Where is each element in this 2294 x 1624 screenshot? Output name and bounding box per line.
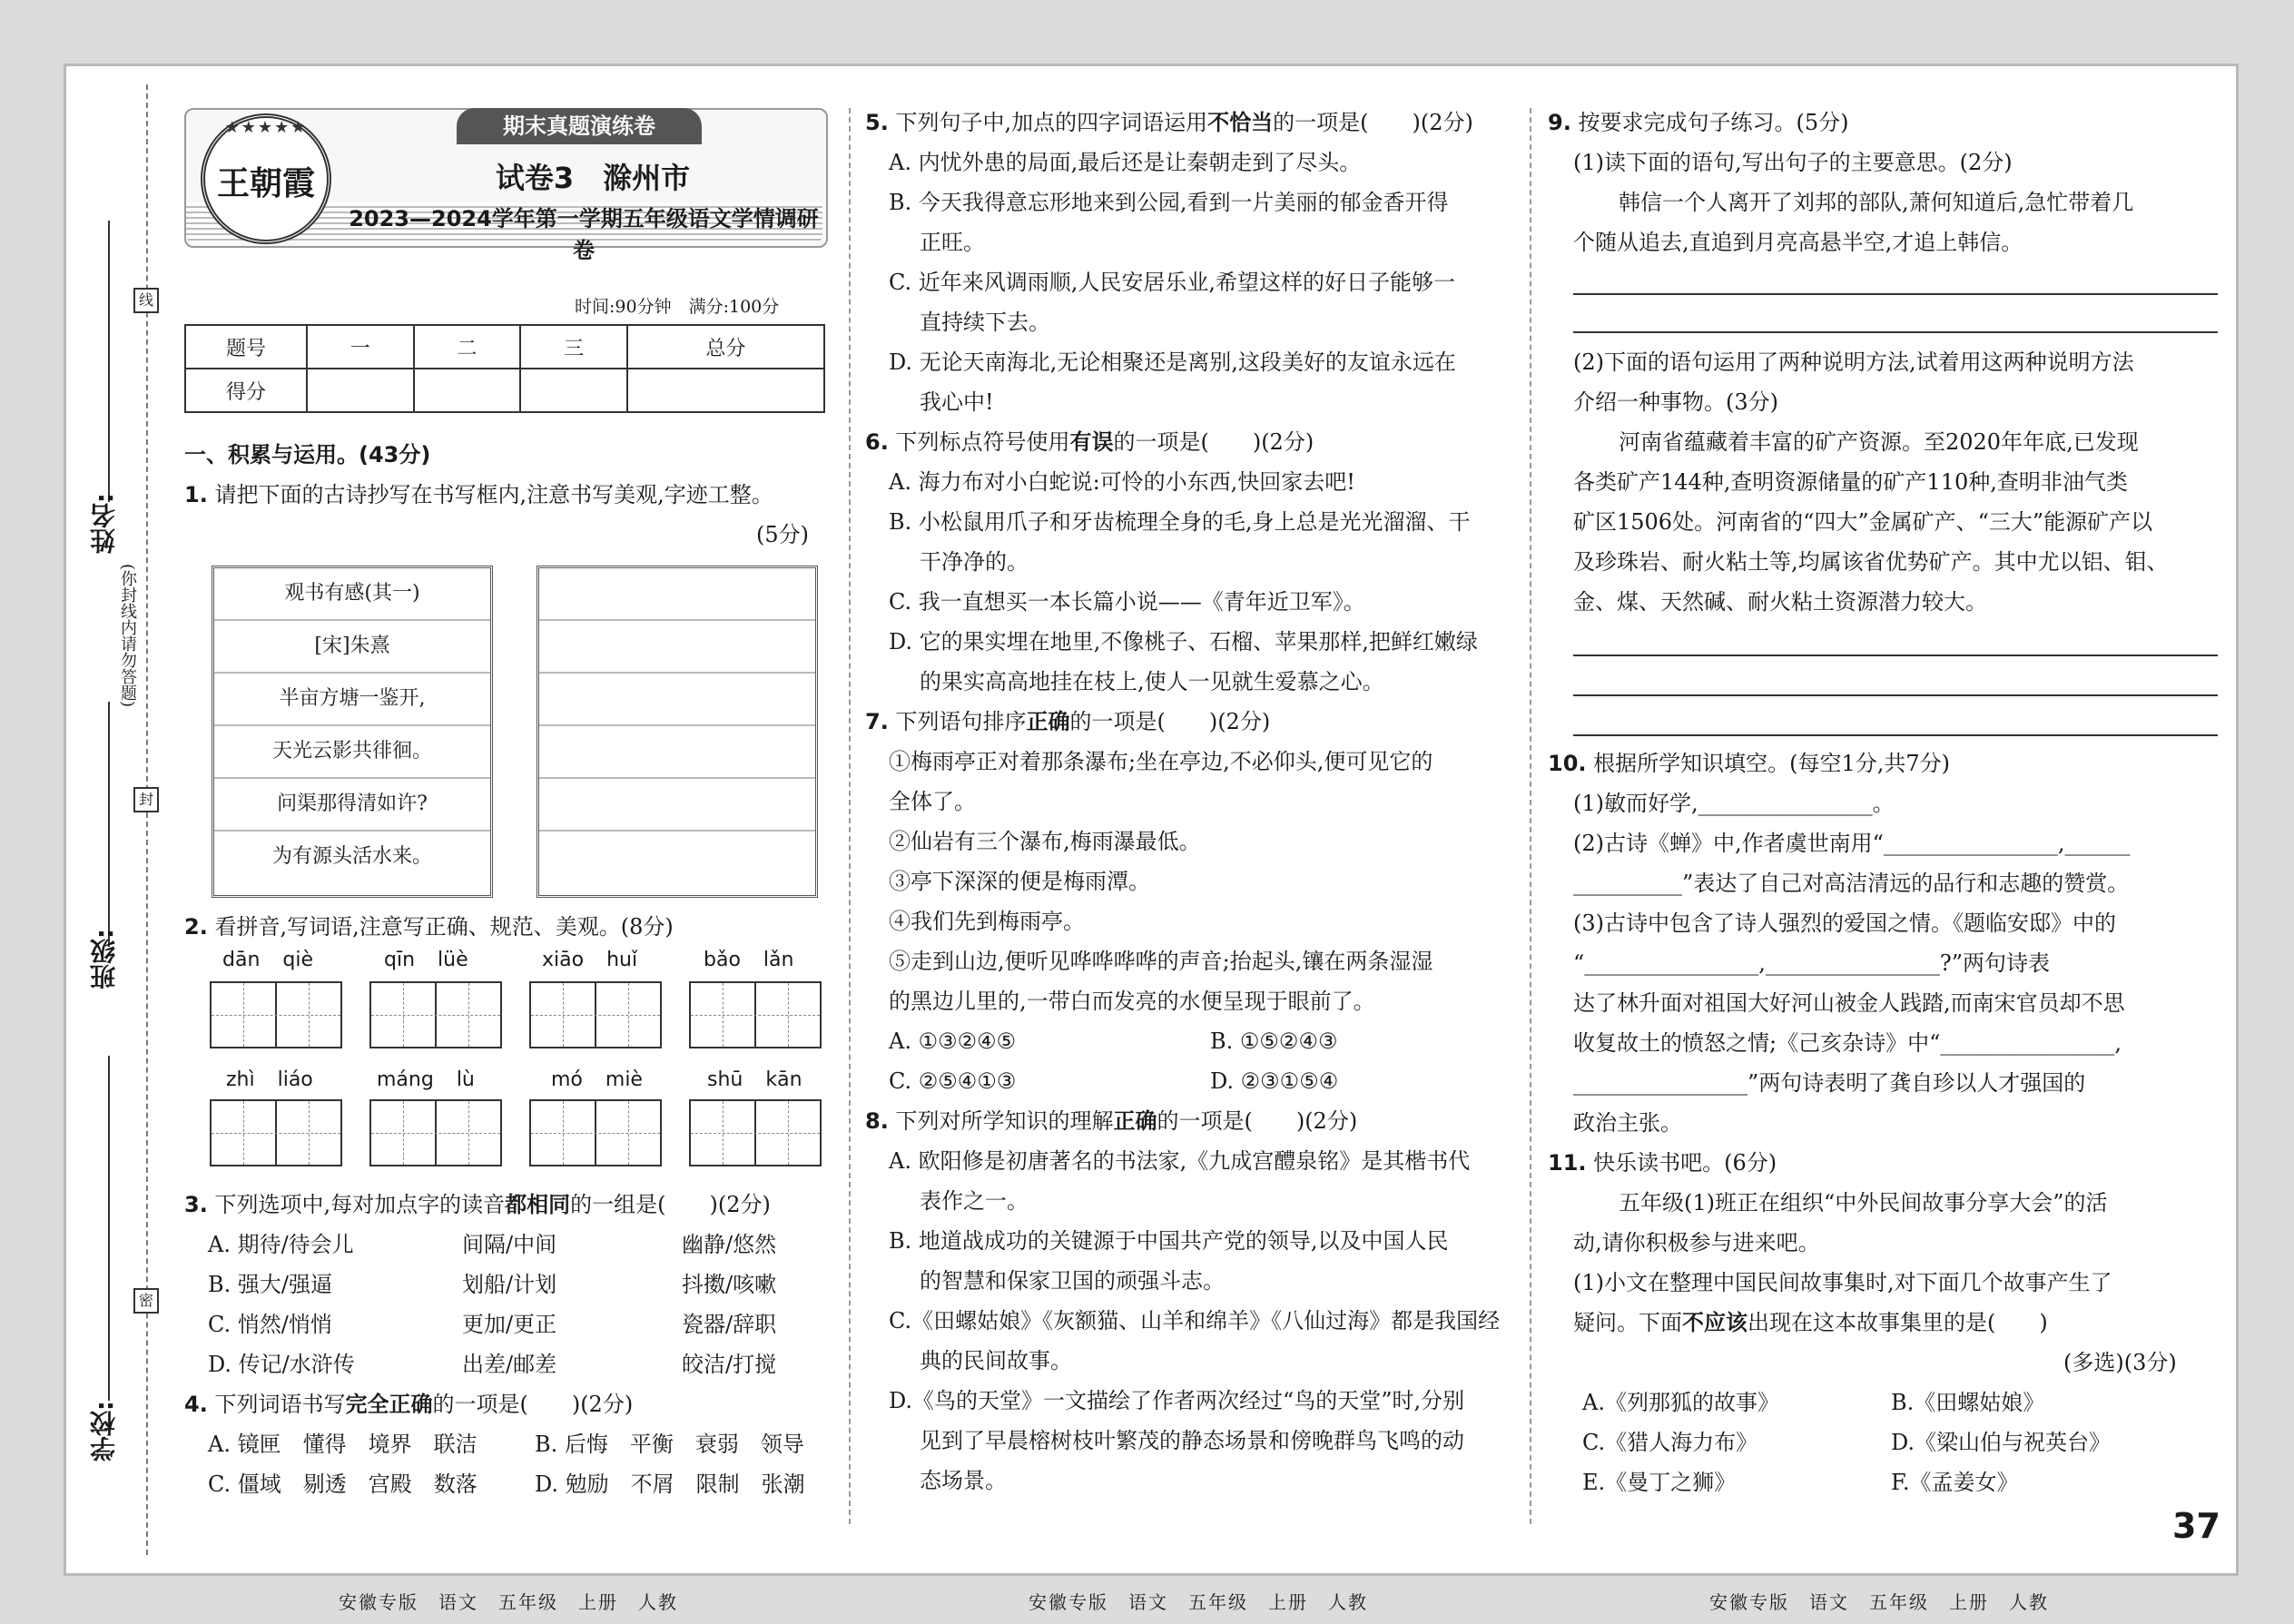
question-9	[1548, 103, 1848, 143]
q4-option-a[interactable]: A. 镜匣 懂得 境界 联洁	[208, 1432, 478, 1457]
footer-left: 安徽专版 语文 五年级 上册 人教	[339, 1591, 678, 1613]
q3-option[interactable]: D. 传记/水浒传	[208, 1352, 355, 1377]
q10-blank-line[interactable]: ________________”两句诗表明了龚自珍以人才强国的	[1573, 1070, 2086, 1096]
q7-sentence: ③亭下深深的便是梅雨潭。	[889, 869, 1150, 894]
question-number: 9.	[1548, 110, 1571, 135]
pinyin-label: mó miè	[551, 1068, 643, 1091]
q5-option[interactable]: C. 近年来风调雨顺,人民安居乐业,希望这样的好日子能够一	[889, 270, 1456, 295]
question-text: 下列句子中,加点的四字词语运用	[895, 110, 1208, 135]
q3-option[interactable]: C. 悄然/悄悄	[208, 1312, 332, 1337]
q11-passage: (1)小文在整理中国民间故事集时,对下面几个故事产生了	[1573, 1270, 2112, 1295]
q9-passage: 河南省蕴藏着丰富的矿产资源。至2020年年底,已发现	[1619, 429, 2139, 455]
q11-option[interactable]: E.《曼丁之狮》	[1582, 1470, 1737, 1495]
q7-sentence: ①梅雨亭正对着那条瀑布;坐在亭边,不必仰头,便可见它的	[889, 749, 1433, 774]
q11-option[interactable]: C.《猎人海力布》	[1582, 1430, 1758, 1455]
q6-option[interactable]: D. 它的果实埋在地里,不像桃子、石榴、苹果那样,把鲜红嫩绿	[889, 629, 1478, 655]
question-number: 6.	[865, 429, 889, 455]
q3-option[interactable]: B. 强大/强逼	[208, 1272, 332, 1297]
exam-banner: 期末真题演练卷	[457, 108, 702, 144]
answer-line[interactable]	[1573, 331, 2218, 333]
time-info: 时间:90分钟 满分:100分	[575, 297, 780, 317]
question-text: 快乐读书吧。(6分)	[1593, 1150, 1777, 1176]
page-number: 37	[2172, 1506, 2220, 1546]
q10-blank-line[interactable]: __________”表达了自己对高洁清远的品行和志趣的赞赏。	[1573, 871, 2130, 896]
q5-option[interactable]: D. 无论天南海北,无论相聚还是离别,这段美好的友谊永远在	[889, 349, 1456, 375]
q7-sentence: ④我们先到梅雨亭。	[889, 909, 1085, 934]
copy-line[interactable]	[539, 832, 815, 882]
q8-option-cont: 典的民间故事。	[920, 1348, 1072, 1373]
question-text: 按要求完成句子练习。(5分)	[1578, 110, 1849, 135]
answer-line[interactable]	[1573, 655, 2218, 656]
copy-line[interactable]	[539, 674, 815, 726]
poem-copy-box[interactable]	[537, 566, 818, 898]
q7-option[interactable]: B. ①⑤②④③	[1210, 1029, 1338, 1054]
score-table	[184, 324, 825, 413]
q8-option-cont: 表作之一。	[920, 1188, 1029, 1214]
q9-part1: (1)读下面的语句,写出句子的主要意思。(2分)	[1573, 150, 2013, 175]
q4-option-c[interactable]: C. 僵域 剔透 宫殿 数落	[208, 1471, 478, 1497]
q6-option-cont: 干净净的。	[920, 549, 1029, 575]
question-text: 下列语句排序	[895, 709, 1027, 734]
binding-seal-mark: 封	[133, 787, 159, 812]
q9-part2: 介绍一种事物。(3分)	[1573, 389, 1778, 415]
question-number: 7.	[865, 709, 889, 734]
q7-sentence-cont: 的黑边儿里的,一带白而发亮的水便呈现于眼前了。	[889, 989, 1375, 1014]
binding-note: (你封线内请勿答题)	[118, 564, 137, 708]
q10-blank-line[interactable]: (2)古诗《蝉》中,作者虞世南用“________________,______	[1573, 831, 2131, 856]
question-1	[184, 475, 773, 515]
binding-line-mark: 线	[133, 288, 159, 313]
writing-grid[interactable]	[689, 981, 822, 1048]
q6-option[interactable]: B. 小松鼠用爪子和牙齿梳理全身的毛,身上总是光光溜溜、干	[889, 509, 1471, 535]
writing-grid[interactable]	[689, 1099, 822, 1166]
q11-passage: 动,请你积极参与进来吧。	[1573, 1230, 1820, 1255]
pinyin-label: bǎo lǎn	[704, 949, 794, 971]
question-emphasis: 完全正确	[345, 1391, 433, 1417]
answer-line[interactable]	[1573, 734, 2218, 736]
writing-grid[interactable]	[369, 1099, 502, 1166]
q9-passage: 个随从追去,直追到月亮高悬半空,才追上韩信。	[1573, 230, 2023, 255]
q9-passage: 各类矿产144种,查明资源储量的矿产110种,查明非油气类	[1573, 469, 2128, 495]
q10-blank-line: 政治主张。	[1573, 1110, 1682, 1136]
question-text: 的一项是( )(2分)	[1157, 1108, 1358, 1134]
poem-line: [宋]朱熹	[214, 621, 490, 674]
poem-box	[212, 566, 493, 898]
logo-text: 王朝霞	[216, 164, 315, 202]
q10-blank-line: 达了林升面对祖国大好河山被金人践踏,而南宋官员却不思	[1573, 990, 2125, 1016]
question-1-score: (5分)	[756, 522, 809, 547]
score-cell[interactable]	[520, 369, 627, 412]
question-text: 下列词语书写	[214, 1392, 346, 1417]
logo-stars: ★★★★★	[224, 118, 308, 137]
writing-grid[interactable]	[210, 981, 342, 1048]
question-4	[184, 1384, 633, 1424]
question-number: 11.	[1548, 1150, 1587, 1176]
answer-line[interactable]	[1573, 694, 2218, 696]
q3-option[interactable]: 划船/计划	[462, 1272, 557, 1297]
q3-option[interactable]: 抖擞/咳嗽	[682, 1272, 777, 1297]
question-emphasis: 不应该	[1682, 1309, 1748, 1335]
question-text: 下列标点符号使用	[895, 429, 1070, 455]
question-text: 根据所学知识填空。(每空1分,共7分)	[1593, 751, 1951, 776]
question-8	[865, 1101, 1357, 1141]
q11-option[interactable]: D.《梁山伯与祝英台》	[1891, 1430, 2112, 1455]
question-6	[865, 422, 1314, 462]
question-emphasis: 正确	[1113, 1107, 1157, 1134]
q8-option[interactable]: B. 地道战成功的关键源于中国共产党的领导,以及中国人民	[889, 1228, 1449, 1254]
question-emphasis: 正确	[1026, 708, 1070, 734]
copy-line[interactable]	[539, 621, 815, 674]
column-divider	[849, 108, 851, 1524]
q10-blank-line[interactable]: “________________,________________?”两句诗表	[1573, 950, 2051, 976]
question-2	[184, 907, 674, 947]
score-header-cell: 一	[307, 325, 414, 369]
q11-multi-note: (多选)(3分)	[2063, 1350, 2177, 1375]
q5-option-cont: 直持续下去。	[920, 310, 1050, 335]
question-text: 的一项是( )(2分)	[1273, 110, 1473, 135]
writing-grid[interactable]	[369, 981, 502, 1048]
question-number: 4.	[184, 1392, 208, 1417]
score-header-cell: 二	[414, 325, 521, 369]
question-emphasis: 都相同	[505, 1191, 571, 1217]
q8-option[interactable]: C.《田螺姑娘》《灰额猫、山羊和绵羊》《八仙过海》都是我国经	[889, 1308, 1501, 1334]
q3-option[interactable]: 皎洁/打搅	[682, 1352, 777, 1377]
score-cell[interactable]	[414, 369, 521, 412]
footer-middle: 安徽专版 语文 五年级 上册 人教	[1029, 1591, 1368, 1613]
score-header-cell: 三	[520, 325, 627, 369]
question-number: 8.	[865, 1108, 889, 1134]
question-text: 的一组是( )(2分)	[570, 1192, 771, 1217]
exam-title: 试卷3 滁州市	[495, 161, 691, 195]
question-number: 10.	[1548, 751, 1587, 776]
q8-option[interactable]: D.《鸟的天堂》一文描绘了作者两次经过“鸟的天堂”时,分别	[889, 1388, 1465, 1413]
class-label: 班级:	[89, 929, 119, 990]
q8-option-cont: 态场景。	[920, 1468, 1007, 1493]
brand-logo	[201, 113, 331, 244]
q5-option-cont: 我心中!	[920, 389, 994, 415]
question-text: 的一项是( )(2分)	[432, 1392, 634, 1417]
q9-passage: 及珍珠岩、耐火粘土等,均属该省优势矿产。其中尤以铝、钼、	[1573, 549, 2169, 575]
school-underline	[108, 1056, 110, 1401]
section1-title: 一、积累与运用。(43分)	[184, 442, 431, 468]
question-3	[184, 1185, 771, 1225]
pinyin-label: shū kān	[707, 1068, 802, 1091]
poem-line: 半亩方塘一鉴开,	[214, 674, 490, 726]
question-text: 的一项是( )(2分)	[1069, 709, 1271, 734]
q3-option[interactable]: 瓷器/辞职	[682, 1312, 777, 1337]
q7-sentence: ⑤走到山边,便听见哗哗哗哗的声音;抬起头,镶在两条湿湿	[889, 949, 1433, 974]
exam-subtitle: 2023—2024学年第一学期五年级语文学情调研卷	[349, 206, 819, 263]
question-number: 3.	[184, 1192, 208, 1217]
poem-line: 观书有感(其一)	[214, 568, 490, 621]
score-header-cell: 题号	[185, 325, 307, 369]
question-number: 5.	[865, 110, 889, 135]
question-number: 2.	[184, 914, 208, 940]
q11-option[interactable]: B.《田螺姑娘》	[1891, 1390, 2045, 1415]
q6-option[interactable]: A. 海力布对小白蛇说:可怜的小东西,快回家去吧!	[889, 469, 1355, 495]
q3-option[interactable]: A. 期待/待会儿	[208, 1232, 354, 1257]
exam-paper	[64, 64, 2239, 1613]
binding-hole-mark: 密	[133, 1288, 159, 1314]
poem-line: 为有源头活水来。	[271, 845, 432, 868]
q10-blank-line: (3)古诗中包含了诗人强烈的爱国之情。《题临安邸》中的	[1573, 910, 2116, 936]
question-text: 看拼音,写词语,注意写正确、规范、美观。(8分)	[214, 914, 674, 940]
q3-option[interactable]: 出差/邮差	[462, 1352, 557, 1377]
q5-option-cont: 正旺。	[920, 230, 985, 255]
question-text: 请把下面的古诗抄写在书写框内,注意书写美观,字迹工整。	[214, 482, 773, 507]
q6-option[interactable]: C. 我一直想买一本长篇小说——《青年近卫军》。	[889, 589, 1365, 615]
column-divider	[1530, 108, 1531, 1524]
q4-option-d[interactable]: D. 勉励 不屑 限制 张潮	[535, 1471, 805, 1497]
q9-part2: (2)下面的语句运用了两种说明方法,试着用这两种说明方法	[1573, 349, 2134, 375]
score-table-header	[185, 325, 824, 369]
poem-line: 天光云影共徘徊。	[214, 726, 490, 779]
writing-grid[interactable]	[529, 1099, 662, 1166]
question-text: 下列选项中,每对加点字的读音	[214, 1192, 506, 1217]
q10-blank-line[interactable]: (1)敏而好学,________________。	[1573, 791, 1895, 816]
pinyin-label: dān qiè	[222, 949, 313, 971]
q9-passage: 韩信一个人离开了刘邦的部队,萧何知道后,急忙带着几	[1619, 190, 2134, 215]
q3-option[interactable]: 更加/更正	[462, 1312, 557, 1337]
q8-option-cont: 见到了早晨榕树枝叶繁茂的静态场景和傍晚群鸟飞鸣的动	[920, 1428, 1464, 1453]
score-row-label: 得分	[185, 369, 307, 412]
writing-grid[interactable]	[210, 1099, 342, 1166]
writing-grid[interactable]	[529, 981, 662, 1048]
copy-line[interactable]	[539, 779, 815, 832]
q3-option[interactable]: 幽静/悠然	[682, 1232, 777, 1257]
q3-option[interactable]: 间隔/中间	[462, 1232, 557, 1257]
pinyin-label: zhì liáo	[226, 1068, 313, 1091]
score-cell[interactable]	[307, 369, 414, 412]
q7-option[interactable]: A. ①③②④⑤	[889, 1029, 1017, 1054]
question-text: 下列对所学知识的理解	[895, 1108, 1114, 1134]
copy-line[interactable]	[539, 568, 815, 621]
q10-blank-line[interactable]: 收复故土的愤怒之情;《己亥杂诗》中“________________,	[1573, 1030, 2122, 1056]
q9-passage: 矿区1506处。河南省的“四大”金属矿产、“三大”能源矿产以	[1573, 509, 2153, 535]
name-label: 姓名:	[89, 493, 119, 555]
q8-option-cont: 的智慧和保家卫国的顽强斗志。	[920, 1268, 1225, 1294]
question-5	[865, 103, 1473, 143]
pinyin-label: máng lù	[377, 1068, 475, 1091]
q4-option-b[interactable]: B. 后悔 平衡 衰弱 领导	[535, 1432, 804, 1457]
q6-option-cont: 的果实高高地挂在枝上,使人一见就生爱慕之心。	[920, 669, 1384, 694]
score-header-cell: 总分	[627, 325, 824, 369]
q11-passage: 五年级(1)班正在组织“中外民间故事分享大会”的活	[1619, 1190, 2108, 1216]
class-underline	[108, 702, 110, 947]
score-table-row	[185, 369, 824, 412]
question-11	[1548, 1143, 1777, 1183]
question-emphasis: 有误	[1069, 428, 1114, 455]
q11-option[interactable]: A.《列那狐的故事》	[1582, 1390, 1779, 1415]
q11-question-line: 疑问。下面不应该出现在这本故事集里的是( )	[1573, 1309, 2048, 1335]
q5-option[interactable]: B. 今天我得意忘形地来到公园,看到一片美丽的郁金香开得	[889, 190, 1449, 215]
answer-line[interactable]	[1573, 293, 2218, 295]
school-label: 学校:	[89, 1401, 119, 1462]
q7-sentence: ②仙岩有三个瀑布,梅雨瀑最低。	[889, 829, 1201, 854]
q11-option[interactable]: F.《孟姜女》	[1891, 1470, 2019, 1495]
question-7	[865, 702, 1270, 742]
q7-sentence-cont: 全体了。	[889, 789, 976, 814]
q5-option[interactable]: A. 内忧外患的局面,最后还是让秦朝走到了尽头。	[889, 150, 1362, 175]
footer-right: 安徽专版 语文 五年级 上册 人教	[1709, 1591, 2049, 1613]
question-number: 1.	[184, 482, 208, 507]
q9-passage: 金、煤、天然碱、耐火粘土资源潜力较大。	[1573, 589, 1987, 615]
copy-line[interactable]	[539, 726, 815, 779]
name-underline	[108, 221, 110, 502]
q8-option[interactable]: A. 欧阳修是初唐著名的书法家,《九成宫醴泉铭》是其楷书代	[889, 1148, 1471, 1174]
pinyin-label: qīn lüè	[384, 949, 468, 971]
question-emphasis: 不恰当	[1207, 109, 1274, 135]
question-text: 的一项是( )(2分)	[1113, 429, 1314, 455]
q7-option[interactable]: D. ②③①⑤④	[1210, 1068, 1339, 1094]
score-cell[interactable]	[627, 369, 824, 412]
poem-line: 问渠那得清如许?	[214, 779, 490, 832]
q7-option[interactable]: C. ②⑤④①③	[889, 1068, 1017, 1094]
question-10	[1548, 743, 1950, 783]
pinyin-label: xiāo huǐ	[542, 949, 638, 971]
